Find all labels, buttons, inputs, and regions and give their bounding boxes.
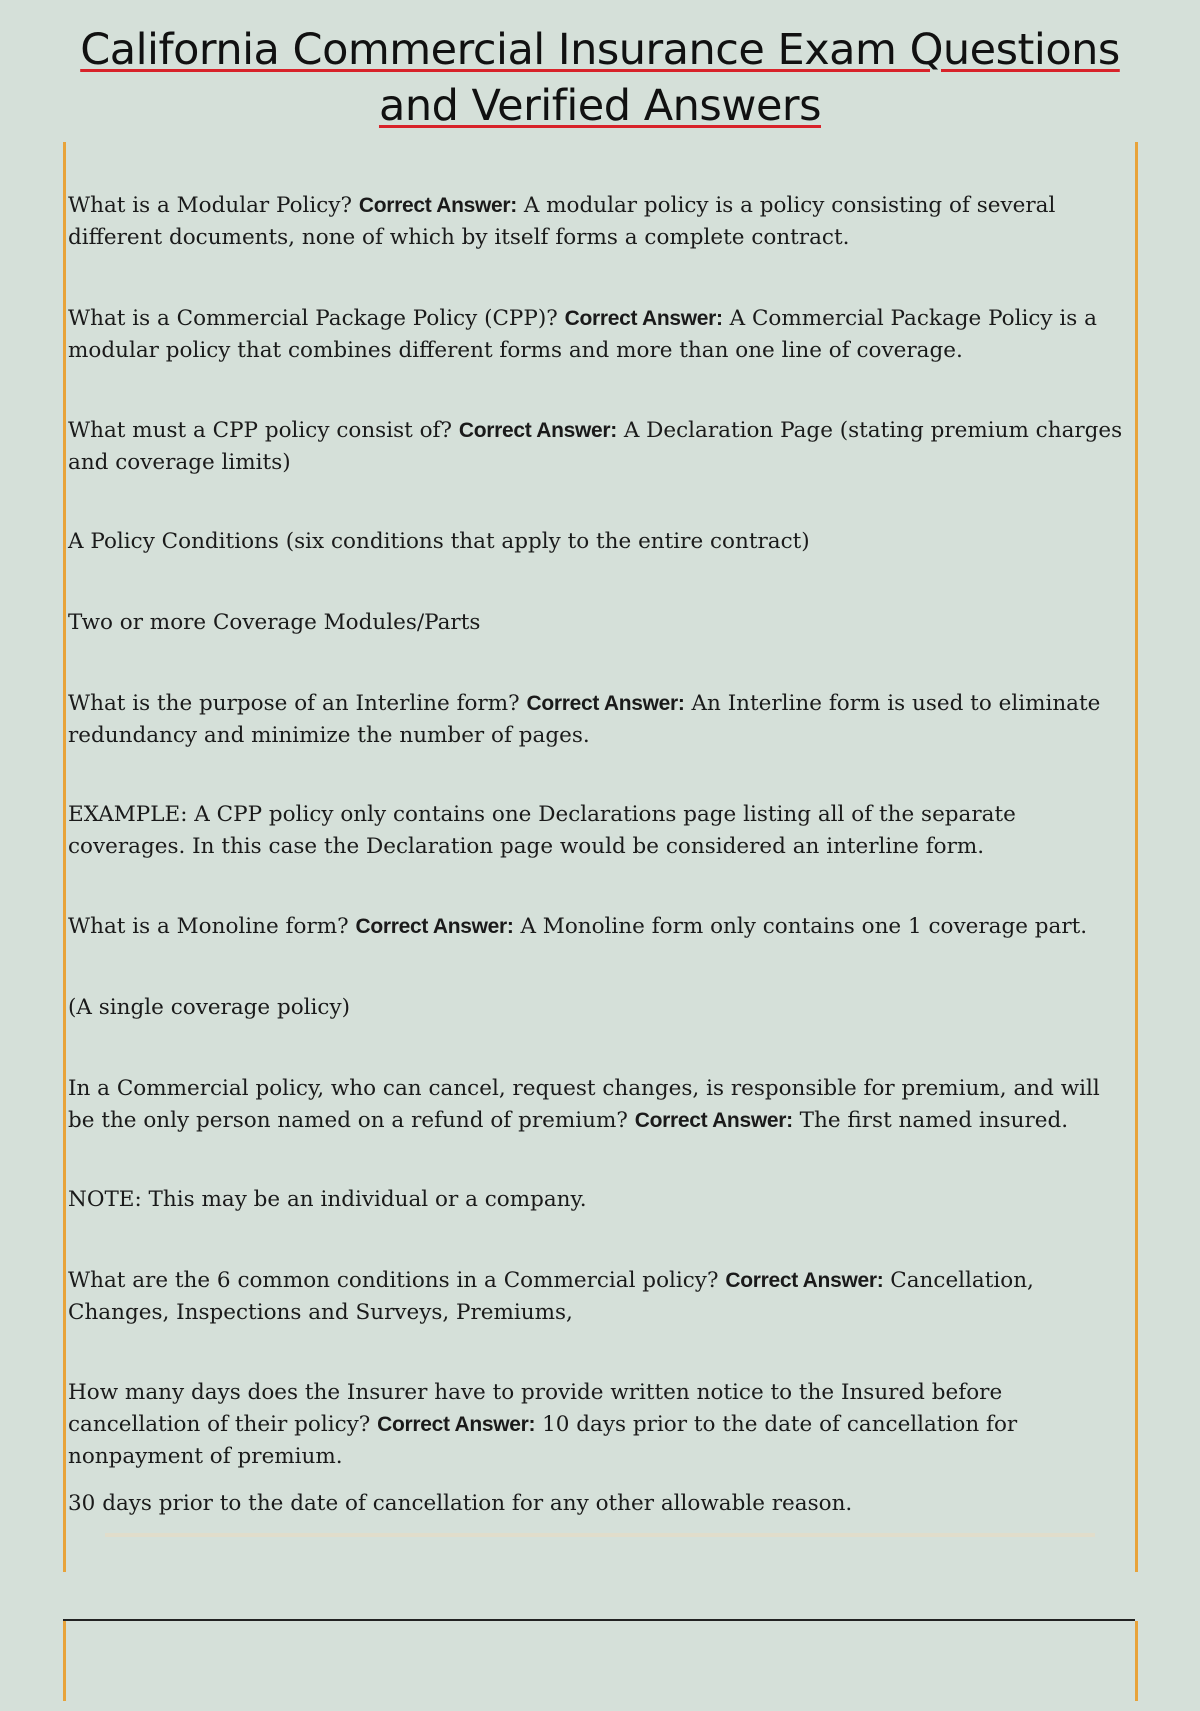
answer-label: Correct Answer: <box>725 1269 884 1292</box>
qa-paragraph-8 <box>68 911 1133 943</box>
qa-paragraph-6 <box>68 688 1133 752</box>
question-text: What is the purpose of an Interline form? <box>68 691 520 716</box>
left-frame-border <box>63 142 66 1572</box>
qa-paragraph-13 <box>68 1377 1133 1473</box>
qa-paragraph-1 <box>68 190 1133 254</box>
qa-paragraph-3 <box>68 415 1133 479</box>
answer-text: Cancellation, Changes, Inspections and Surveys, Premiums, <box>68 1268 1034 1325</box>
answer-label: Correct Answer: <box>358 194 517 217</box>
text-paragraph-11: NOTE: This may be an individual or a company. <box>68 1187 587 1212</box>
title-line-1: California Commercial Insurance Exam Questions <box>80 25 1120 75</box>
next-page-box-right-border <box>1135 1621 1138 1701</box>
answer-text: A Commercial Package Policy is a modular policy that combines different forms and more than one line of coverage. <box>68 306 1097 363</box>
text-paragraph-9: (A single coverage policy) <box>68 995 351 1020</box>
answer-label: Correct Answer: <box>355 915 514 938</box>
answer-text: 10 days prior to the date of cancellation for nonpayment of premium. <box>68 1412 1018 1469</box>
next-page-box-left-border <box>63 1621 66 1701</box>
answer-label: Correct Answer: <box>564 307 723 330</box>
text-paragraph-5: Two or more Coverage Modules/Parts <box>68 610 481 635</box>
answer-label: Correct Answer: <box>377 1413 536 1436</box>
answer-text: An Interline form is used to eliminate redundancy and minimize the number of pages. <box>68 691 1101 748</box>
answer-text: A modular policy is a policy consisting of several different documents, none of which by itself forms a complete contract. <box>68 193 1056 250</box>
text-paragraph-7: EXAMPLE: A CPP policy only contains one Declarations page listing all of the separate coverages. In this case the Declaration page would be considered an interline form. <box>68 802 1016 859</box>
question-text: What is a Modular Policy? <box>68 193 353 218</box>
title-line-2: and Verified Answers <box>378 81 821 131</box>
answer-text: The first named insured. <box>799 1108 1069 1133</box>
text-paragraph-14: 30 days prior to the date of cancellation for any other allowable reason. <box>68 1491 853 1516</box>
question-text: What are the 6 common conditions in a Commercial policy? <box>68 1268 719 1293</box>
answer-text: A Declaration Page (stating premium charges and coverage limits) <box>68 418 1123 475</box>
question-text: What is a Commercial Package Policy (CPP)? <box>68 306 558 331</box>
question-text: What must a CPP policy consist of? <box>68 418 453 443</box>
answer-label: Correct Answer: <box>458 419 617 442</box>
question-text: In a Commercial policy, who can cancel, request changes, is responsible for premium, and will be the only person named on a refund of premium? <box>68 1076 1100 1133</box>
qa-paragraph-2 <box>68 303 1133 367</box>
faint-divider <box>105 1533 1095 1537</box>
answer-label: Correct Answer: <box>526 692 685 715</box>
question-text: How many days does the Insurer have to provide written notice to the Insured before cancellation of their policy? <box>68 1380 1003 1437</box>
qa-paragraph-10 <box>68 1073 1133 1137</box>
question-text: What is a Monoline form? <box>68 914 349 939</box>
text-paragraph-4: A Policy Conditions (six conditions that apply to the entire contract) <box>68 529 810 554</box>
answer-text: A Monoline form only contains one 1 coverage part. <box>520 914 1088 939</box>
right-frame-border <box>1135 142 1138 1572</box>
next-page-box-top <box>63 1619 1135 1711</box>
document-title <box>0 22 1200 134</box>
qa-paragraph-12 <box>68 1265 1133 1329</box>
answer-label: Correct Answer: <box>634 1109 793 1132</box>
